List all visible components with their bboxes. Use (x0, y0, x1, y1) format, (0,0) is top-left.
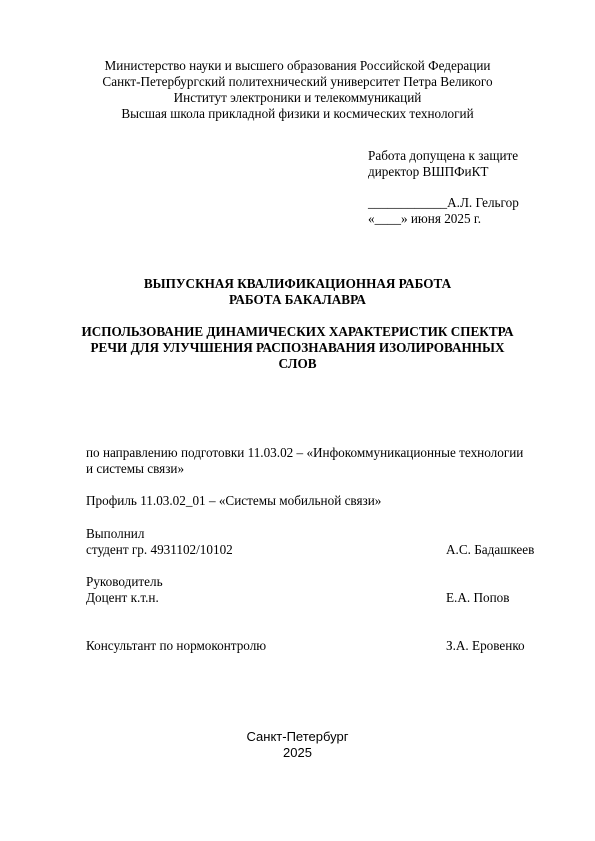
profile-line: Профиль 11.03.02_01 – «Системы мобильной связи» (86, 493, 382, 508)
title-line-2: РЕЧИ ДЛЯ УЛУЧШЕНИЯ РАСПОЗНАВАНИЯ ИЗОЛИРОВАННЫХ (90, 340, 505, 355)
school-line: Высшая школа прикладной физики и космических технологий (121, 106, 474, 121)
title-line-3: СЛОВ (278, 356, 317, 371)
direction-line-2: и системы связи» (86, 461, 185, 476)
approval-line: Работа допущена к защите (368, 148, 519, 163)
performer-name: А.С. Бадашкеев (446, 542, 535, 557)
consultant-name: З.А. Еровенко (446, 638, 525, 653)
supervisor-name: Е.А. Попов (446, 590, 510, 605)
ministry-line: Министерство науки и высшего образования Российской Федерации (104, 58, 491, 73)
performer-label: Выполнил (86, 526, 145, 541)
work-type: ВЫПУСКНАЯ КВАЛИФИКАЦИОННАЯ РАБОТА (143, 276, 452, 291)
year: 2025 (283, 745, 312, 760)
signature-line: ____________А.Л. Гельгор (368, 195, 519, 210)
title-line-1: ИСПОЛЬЗОВАНИЕ ДИНАМИЧЕСКИХ ХАРАКТЕРИСТИК СПЕКТРА (81, 324, 514, 339)
performer-role: студент гр. 4931102/10102 (86, 542, 233, 557)
consultant-role: Консультант по нормоконтролю (86, 638, 267, 653)
approval-date: «____» июня 2025 г. (368, 211, 482, 226)
director-line: директор ВШПФиКТ (368, 164, 489, 179)
university-line: Санкт-Петербургский политехнический университет Петра Великого (102, 74, 493, 89)
supervisor-label: Руководитель (86, 574, 163, 589)
direction-line-1: по направлению подготовки 11.03.02 – «Инфокоммуникационные технологии (86, 445, 524, 460)
institute-line: Институт электроники и телекоммуникаций (173, 90, 422, 105)
city: Санкт-Петербург (246, 729, 349, 744)
supervisor-role: Доцент к.т.н. (86, 590, 159, 605)
work-subtype: РАБОТА БАКАЛАВРА (229, 292, 366, 307)
